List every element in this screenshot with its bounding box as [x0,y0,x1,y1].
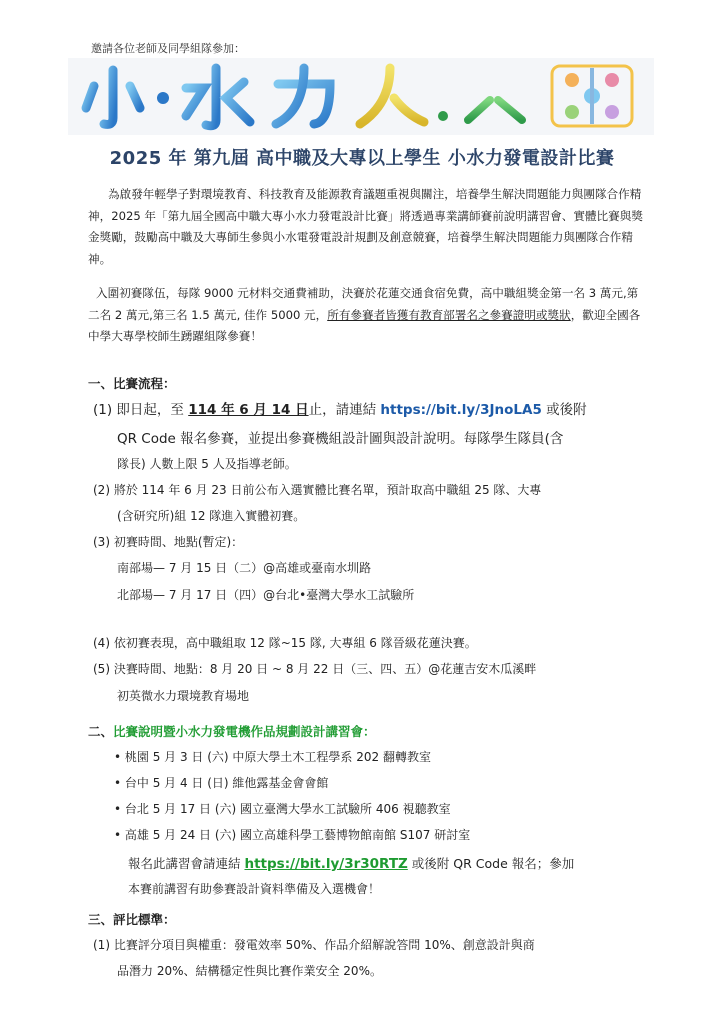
glyph-water [186,68,250,126]
s1-l1-c: 或後附 [541,402,587,418]
s2-item-kaohsiung: • 高雄 5 月 24 日 (六) 國立高雄科學工藝博物館南館 S107 研討室 [114,828,471,842]
glyph-small [86,70,140,124]
leaf-dot-shape [438,111,448,121]
glyph-big [360,68,424,124]
intro-paragraph-1: 為啟發年輕學子對環境教育、科技教育及能源教育議題重視與關注，培養學生解決問題能力與團隊合作精神，2025 年「第九屆全國高中職大專小水力發電設計比賽」將透過專業講師賽前說明講習會、實體比賽與獎金獎勵，鼓勵高中職及大專師生參與小水電發電設計規劃及創意競賽，培養學生解決問題能力與團隊合作精神。 [88,187,643,266]
s1-line-1 [93,398,587,418]
s3-line-2: 品潛力 20%、結構穩定性與比賽作業安全 20%。 [117,964,382,978]
s1-line-10: (5) 決賽時間、地點：8 月 20 日 ~ 8 月 22 日（三、四、五）@花蓮吉安木瓜溪畔 [93,662,537,676]
s1-line-8: 北部場— 7 月 17 日（四）@台北•臺灣大學水工試驗所 [117,588,415,602]
intro-p2-text-a: 入圍初賽隊伍，每隊 9000 元材料交通費補助，決賽於花蓮交通食宿免費，高中職組獎金第一名 3 萬元,第二名 2 萬元,第三名 1.5 萬元, 佳作 5000 元， [88,286,639,322]
s2-item-taichung: • 台中 5 月 4 日 (日) 維他露基金會會館 [114,776,329,790]
s1-line-3: 隊長) 人數上限 5 人及指導老師。 [117,457,297,471]
intro-paragraph-2 [88,283,648,348]
s3-line-1: (1) 比賽評分項目與權重：發電效率 50%、作品介紹解說答問 10%、創意設計與商 [93,938,535,952]
s1-line-7: 南部場— 7 月 15 日（二）@高雄或臺南水圳路 [117,561,372,575]
s2-reg-b: 或後附 QR Code 報名；參加 [407,856,575,871]
s2-item-taoyuan: • 桃園 5 月 3 日 (六) 中原大學土木工程學系 202 翻轉教室 [114,750,431,764]
invite-text: 邀請各位老師及同學組隊參加： [91,42,245,55]
s1-line-9: (4) 依初賽表現，高中職組取 12 隊~15 隊, 大專組 6 隊晉級花蓮決賽。 [93,636,477,650]
s1-l1-a: (1) 即日起，至 [93,402,189,418]
intro-p2-text-b: ，歡迎全國各中學大專學校師生踴躍組隊參賽！ [88,307,641,343]
section3-heading: 三、評比標準： [88,912,176,927]
s2-item-taipei: • 台北 5 月 17 日 (六) 國立臺灣大學水工試驗所 406 視聽教室 [114,802,451,816]
glyph-power [276,68,330,124]
page-title: 2025 年 第九屆 高中職及大專以上學生 小水力發電設計比賽 [109,148,615,169]
section1-heading: 一、比賽流程： [88,376,176,391]
s1-deadline: 114 年 6 月 14 日 [188,402,309,418]
s2-register-link[interactable]: https://bit.ly/3r30RTZ [244,856,408,872]
s1-line-4: (2) 將於 114 年 6 月 23 日前公布入選實體比賽名單，預計取高中職組 25 隊、大專 [93,483,542,497]
s1-line-5: (含研究所)組 12 隊進入實體初賽。 [117,509,306,523]
s1-line-11: 初英微水力環境教育場地 [117,689,250,703]
s1-line-6: (3) 初賽時間、地點(暫定)： [93,535,244,549]
banner-logo [68,58,654,135]
glyph-come [552,66,632,126]
s2-reg-a: 報名此講習會請連結 [128,856,245,871]
s2-prefix: 二、 [88,724,114,739]
water-logo-graphic [68,58,654,135]
s1-register-link[interactable]: https://bit.ly/3JnoLA5 [380,402,542,418]
s2-register-line [128,854,574,872]
s1-l1-b: 止，請連結 [308,402,381,418]
dot-shape [157,92,169,104]
intro-p2-underlined: 所有參賽者皆獲有教育部署名之參賽證明或獎狀 [327,307,571,322]
s2-heading-text: 比賽說明暨小水力發電機作品規劃設計講習會： [113,724,376,739]
s2-register-line-2: 本賽前講習有助參賽設計資料準備及入選機會！ [128,882,381,896]
section2-heading [88,722,376,740]
glyph-not-yet [462,66,526,124]
s1-line-2: QR Code 報名參賽，並提出參賽機組設計圖與設計說明。每隊學生隊員(含 [117,431,564,447]
